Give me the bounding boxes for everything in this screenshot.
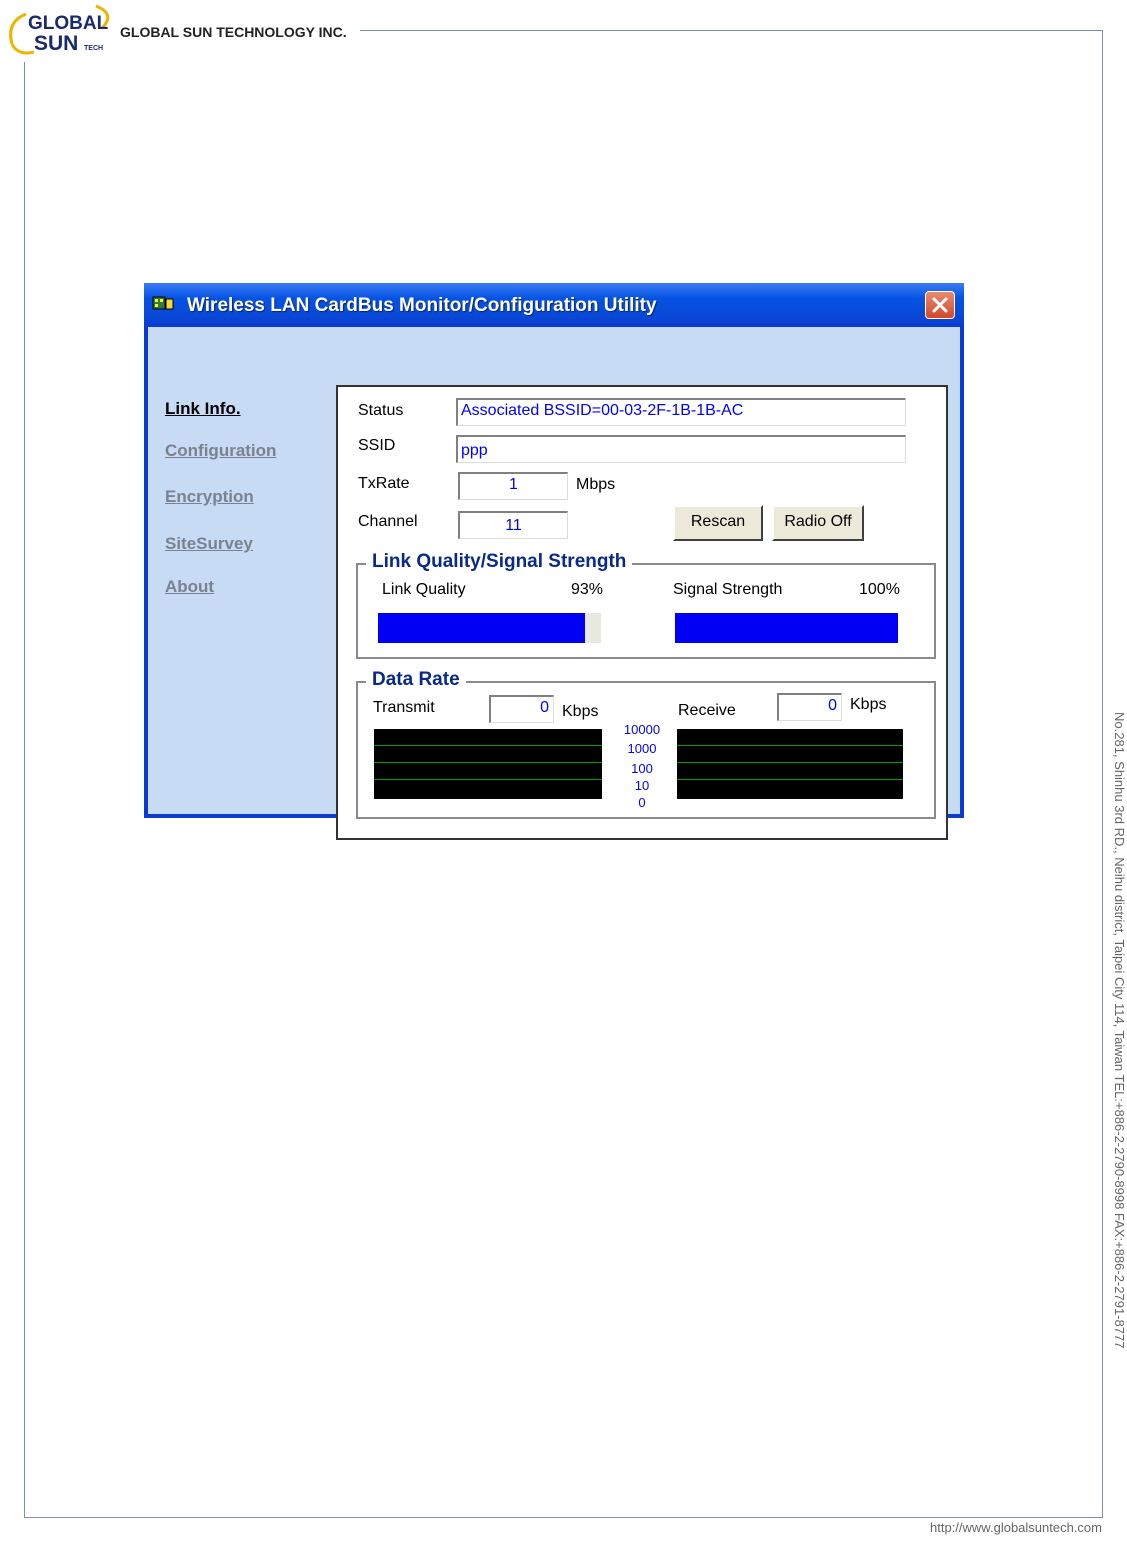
nav-encryption[interactable]: Encryption xyxy=(165,487,254,506)
data-rate-group-title: Data Rate xyxy=(366,669,466,691)
rescan-button[interactable]: Rescan xyxy=(673,505,763,541)
nav-configuration[interactable]: Configuration xyxy=(165,441,277,460)
graph-gridline xyxy=(677,779,903,780)
close-icon xyxy=(931,296,949,314)
frame-line-top xyxy=(360,30,1103,31)
link-quality-group xyxy=(356,563,936,659)
radio-off-button[interactable]: Radio Off xyxy=(772,505,864,541)
link-quality-bar-fill xyxy=(378,613,585,643)
transmit-label: Transmit xyxy=(373,699,435,716)
txrate-field[interactable]: 1 xyxy=(458,472,568,500)
signal-strength-bar-fill xyxy=(675,613,898,643)
channel-label: Channel xyxy=(358,513,418,530)
network-card-icon xyxy=(152,295,172,311)
utility-window xyxy=(144,283,964,818)
graph-gridline xyxy=(677,745,903,746)
receive-graph xyxy=(677,729,903,799)
frame-line-left xyxy=(24,62,25,1518)
link-quality-group-title: Link Quality/Signal Strength xyxy=(366,551,632,573)
scale-label-10000: 10000 xyxy=(623,722,661,737)
status-field[interactable]: Associated BSSID=00-03-2F-1B-1B-AC xyxy=(456,398,906,426)
transmit-graph xyxy=(374,729,602,799)
logo-text-global: GLOBAL xyxy=(28,13,109,34)
link-quality-label: Link Quality xyxy=(382,581,466,598)
nav-link-info[interactable]: Link Info. xyxy=(165,399,241,418)
transmit-unit: Kbps xyxy=(562,703,599,720)
logo-text-sun: SUN xyxy=(34,32,79,55)
receive-unit: Kbps xyxy=(850,696,887,713)
company-logo xyxy=(4,4,122,60)
link-quality-value: 93% xyxy=(571,581,604,598)
signal-strength-label: Signal Strength xyxy=(673,581,783,598)
graph-gridline xyxy=(677,762,903,763)
scale-label-1000: 1000 xyxy=(627,741,657,756)
scale-label-0: 0 xyxy=(638,795,646,810)
link-quality-bar xyxy=(378,613,601,643)
signal-strength-value: 100% xyxy=(859,581,900,598)
footer-url: http://www.globalsuntech.com xyxy=(930,1520,1102,1535)
scale-label-100: 100 xyxy=(631,761,653,776)
ssid-label: SSID xyxy=(358,437,396,454)
ssid-field[interactable]: ppp xyxy=(456,435,906,463)
client-area xyxy=(148,327,960,814)
graph-gridline xyxy=(374,745,602,746)
window-title: Wireless LAN CardBus Monitor/Configuration Utility xyxy=(187,295,657,316)
txrate-unit: Mbps xyxy=(576,476,616,493)
close-button[interactable] xyxy=(925,291,955,319)
graph-gridline xyxy=(374,762,602,763)
logo-text-tech: TECH xyxy=(84,45,104,52)
frame-line-bottom xyxy=(24,1517,1103,1518)
txrate-label: TxRate xyxy=(358,475,410,492)
frame-line-right xyxy=(1102,30,1103,1518)
address-line: No.281, Shinhu 3rd RD., Neihu district, Taipei City 114, Taiwan TEL:+886-2-2790-8998 FAX:+886-2-2791-8777 xyxy=(1112,712,1127,1349)
nav-sitesurvey[interactable]: SiteSurvey xyxy=(165,534,253,553)
link-info-panel xyxy=(336,385,948,840)
scale-label-10: 10 xyxy=(634,778,650,793)
title-bar[interactable] xyxy=(144,283,964,327)
receive-label: Receive xyxy=(678,702,736,719)
company-name: GLOBAL SUN TECHNOLOGY INC. xyxy=(120,24,347,40)
signal-strength-bar xyxy=(675,613,898,643)
channel-field[interactable]: 11 xyxy=(458,511,568,539)
nav-about[interactable]: About xyxy=(165,577,215,596)
graph-gridline xyxy=(374,779,602,780)
status-label: Status xyxy=(358,402,404,419)
receive-field[interactable]: 0 xyxy=(777,693,842,721)
transmit-field[interactable]: 0 xyxy=(489,695,554,723)
